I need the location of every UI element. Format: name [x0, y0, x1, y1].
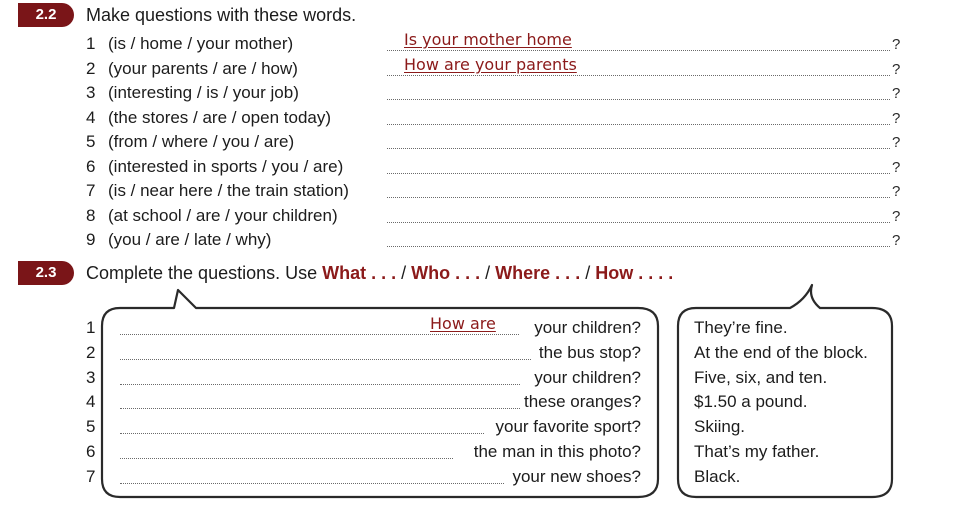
keyword-where: Where . . . [495, 263, 581, 283]
exercise-instruction: Make questions with these words. [86, 5, 357, 25]
question-tail: the bus stop? [538, 342, 641, 362]
separator: / [480, 263, 496, 283]
keyword-who: Who . . . [411, 263, 481, 283]
exercise-number-badge-2: 2.3 [18, 261, 74, 285]
keyword-what: What . . . [322, 263, 397, 283]
written-answer: Is your mother home [404, 30, 572, 49]
reply-text: That’s my father. [694, 442, 820, 461]
answer-line[interactable] [120, 359, 531, 360]
keyword-how: How . . . . [595, 263, 674, 283]
bubble-question-number: 1 [86, 318, 96, 337]
question-mark: ? [892, 109, 901, 127]
written-answer: How are your parents [404, 54, 577, 74]
question-words: (your parents / are / how) [108, 58, 298, 78]
question-mark: ? [892, 183, 901, 200]
bubble-question-number: 7 [86, 466, 96, 486]
question-words: (you / are / late / why) [108, 230, 272, 249]
exercise-number-badge: 2.2 [18, 3, 74, 27]
reply-text: Five, six, and ten. [694, 367, 828, 387]
reply-text: $1.50 a pound. [694, 392, 808, 412]
question-number: 6 [86, 156, 96, 176]
question-tail: your favorite sport? [495, 417, 641, 437]
question-words: (at school / are / your children) [108, 205, 338, 225]
separator: / [396, 263, 412, 283]
question-words: (interesting / is / your job) [108, 83, 299, 102]
separator: / [580, 263, 596, 283]
reply-speech-bubble [678, 285, 892, 497]
question-number: 1 [86, 34, 96, 53]
bubble-question-number: 4 [86, 392, 96, 412]
question-mark: ? [892, 36, 901, 53]
question-number: 7 [86, 181, 96, 200]
instruction-prefix: Complete the questions. Use [86, 263, 323, 283]
answer-line[interactable] [120, 433, 484, 434]
question-words: (the stores / are / open today) [108, 107, 332, 127]
question-tail: the man in this photo? [473, 442, 641, 461]
question-mark: ? [892, 85, 901, 102]
bubble-question-number: 2 [86, 342, 96, 362]
reply-text: Black. [694, 466, 741, 486]
written-answer: How are [430, 314, 496, 333]
question-words: (is / home / your mother) [108, 34, 294, 53]
question-mark: ? [892, 232, 901, 249]
question-words: (from / where / you / are) [108, 132, 295, 151]
answer-line[interactable] [120, 334, 519, 335]
reply-text: Skiing. [694, 417, 746, 437]
bubble-question-number: 5 [86, 417, 96, 437]
question-words: (interested in sports / you / are) [108, 156, 344, 176]
question-tail: your children? [534, 318, 641, 337]
question-number: 9 [86, 230, 96, 249]
question-number: 2 [86, 58, 96, 78]
answer-line[interactable] [120, 483, 504, 484]
bubble-question-number: 6 [86, 442, 96, 461]
answer-line[interactable] [120, 384, 520, 385]
bubble-question-number: 3 [86, 367, 96, 387]
question-number: 3 [86, 83, 96, 102]
answer-line[interactable] [120, 458, 453, 459]
question-tail: these oranges? [524, 392, 642, 412]
question-mark: ? [892, 207, 901, 225]
question-number: 8 [86, 205, 96, 225]
answer-line[interactable] [120, 408, 520, 409]
question-words: (is / near here / the train station) [108, 181, 349, 200]
question-mark: ? [892, 60, 901, 78]
question-mark: ? [892, 158, 901, 176]
question-mark: ? [892, 134, 901, 151]
question-tail: your new shoes? [512, 466, 641, 486]
reply-text: They’re fine. [694, 318, 788, 337]
question-number: 4 [86, 107, 96, 127]
question-tail: your children? [534, 367, 641, 387]
question-number: 5 [86, 132, 96, 151]
reply-text: At the end of the block. [694, 342, 868, 362]
